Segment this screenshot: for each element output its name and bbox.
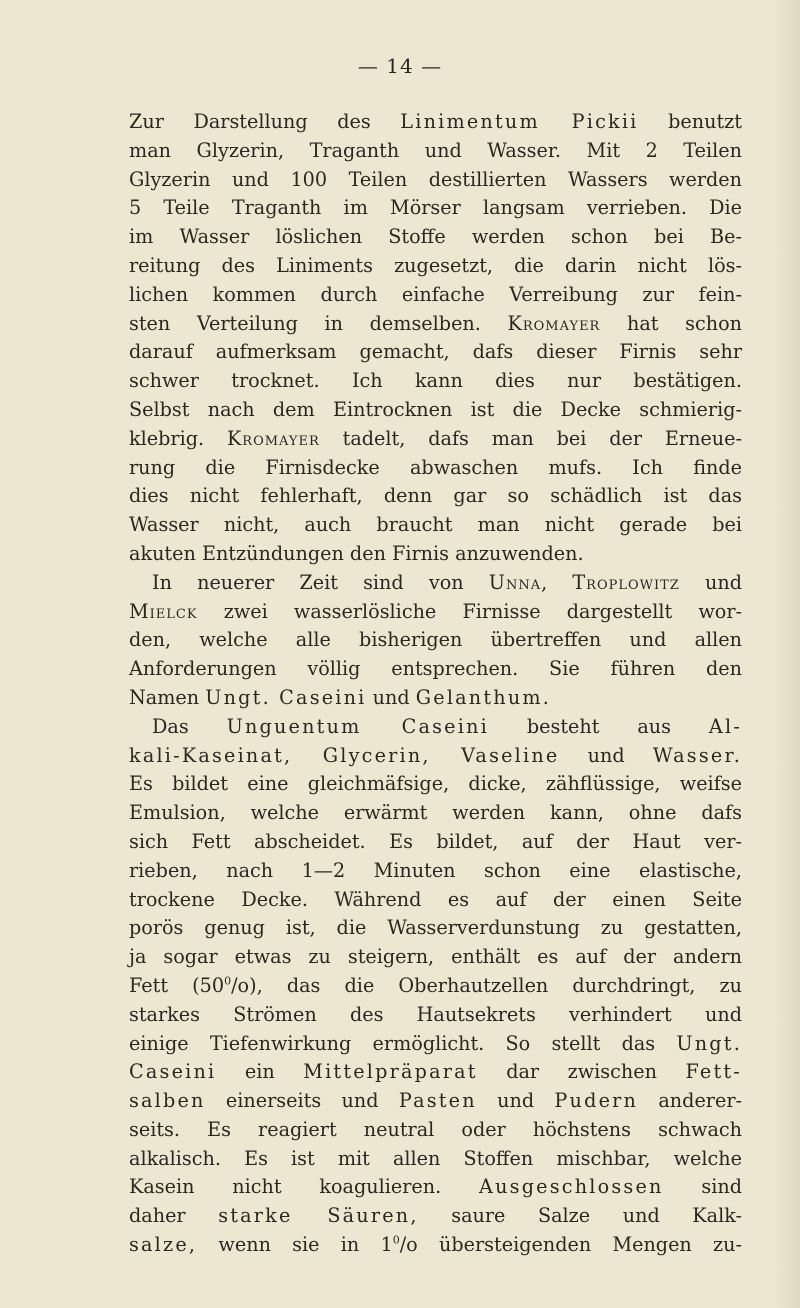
text-segment: ein: [216, 1060, 304, 1084]
text-line: [129, 742, 742, 771]
text-segment: besteht aus: [488, 714, 709, 738]
text-line: [129, 569, 742, 598]
text-line: [129, 396, 742, 425]
text-segment: Zur Darstellung des: [129, 110, 401, 133]
text-segment: Kasein nicht koagulieren.: [129, 1175, 480, 1199]
emphasized-text: Mittelpräparat: [303, 1060, 478, 1084]
text-segment: 0: [392, 1233, 400, 1247]
author-name: Kromayer: [226, 426, 320, 450]
page-number: — 14 —: [357, 54, 443, 78]
text-line: [129, 1145, 742, 1174]
text-line: [129, 252, 742, 281]
text-segment: im Wasser löslichen Stoffe werden schon bei Be-: [129, 225, 742, 249]
body-text: [129, 108, 742, 1260]
text-segment: rieben, nach 1—2 Minuten schon eine elastische,: [129, 858, 742, 882]
text-segment: Selbst nach dem Eintrocknen ist die Decke schmierig-: [129, 397, 742, 421]
text-line: [129, 857, 742, 886]
text-line: [129, 626, 742, 655]
emphasized-text: Ausgeschlossen: [479, 1175, 664, 1199]
emphasized-text: kali-Kaseinat, Glycerin, Vaseline: [129, 743, 560, 767]
emphasized-text: Pudern: [554, 1089, 639, 1113]
emphasized-text: Al-: [708, 714, 742, 738]
text-segment: schwer trocknet. Ich kann dies nur bestätigen.: [129, 369, 742, 393]
text-segment: und: [559, 743, 653, 767]
text-segment: benutzt: [638, 110, 743, 133]
text-line: [129, 1058, 742, 1087]
text-segment: sten Verteilung in demselben.: [129, 311, 508, 335]
text-segment: dies nicht fehlerhaft, denn gar so schädlich ist das: [129, 484, 742, 508]
text-line: [129, 281, 742, 310]
text-line: [129, 655, 742, 684]
text-segment: und: [366, 685, 416, 709]
emphasized-text: starke Säuren,: [218, 1204, 419, 1228]
text-line: [129, 454, 742, 483]
text-segment: zwei wasserlösliche Firnisse dargestellt wor-: [197, 599, 742, 623]
text-line: [129, 1116, 742, 1145]
text-line: [129, 338, 742, 367]
author-name: Unna: [488, 570, 542, 594]
text-segment: Fett (50: [129, 973, 225, 997]
emphasized-text: salze,: [129, 1233, 198, 1257]
text-line: [129, 914, 742, 943]
text-line: [129, 1231, 742, 1260]
text-segment: darauf aufmerksam gemacht, dafs dieser Firnis sehr: [129, 340, 742, 364]
text-segment: Glyzerin und 100 Teilen destillierten Wassers werden: [129, 167, 742, 191]
emphasized-text: Fett-: [685, 1060, 742, 1084]
text-segment: 0: [224, 974, 232, 988]
text-segment: und: [476, 1089, 555, 1113]
text-line: [129, 943, 742, 972]
text-line: [129, 540, 742, 569]
text-line: [129, 194, 742, 223]
text-segment: akuten Entzündungen den Firnis anzuwenden.: [129, 541, 584, 565]
text-segment: den, welche alle bisherigen übertreffen und allen: [129, 628, 742, 652]
text-line: [129, 482, 742, 511]
author-name: Troplowitz: [572, 570, 680, 594]
text-segment: In neuerer Zeit sind von: [152, 570, 489, 594]
text-segment: /o übersteigenden Mengen zu-: [399, 1233, 742, 1257]
text-segment: ,: [541, 570, 573, 594]
emphasized-text: Caseini: [129, 1060, 217, 1084]
text-line: [129, 1030, 742, 1059]
page-edge-shadow: [774, 0, 800, 1308]
text-segment: und: [679, 570, 743, 594]
text-segment: lichen kommen durch einfache Verreibung zur fein-: [129, 282, 742, 306]
text-segment: /o), das die Oberhautzellen durchdringt, zu: [231, 973, 742, 997]
text-segment: klebrig.: [129, 426, 227, 450]
text-segment: wenn sie in 1: [197, 1233, 393, 1257]
text-segment: tadelt, dafs man bei der Erneue-: [319, 426, 742, 450]
text-line: [129, 310, 742, 339]
text-segment: 5 Teile Traganth im Mörser langsam verrieben. Die: [129, 196, 742, 220]
text-line: [129, 425, 742, 454]
text-segment: anderer-: [638, 1089, 742, 1113]
text-segment: sich Fett abscheidet. Es bildet, auf der Haut ver-: [129, 829, 742, 853]
text-segment: Das: [152, 714, 227, 738]
emphasized-text: salben: [129, 1089, 206, 1113]
author-name: Mielck: [129, 599, 198, 623]
text-segment: trockene Decke. Während es auf der einen Seite: [129, 887, 742, 911]
text-segment: sind: [663, 1175, 742, 1199]
text-line: [129, 511, 742, 540]
text-segment: Es bildet eine gleichmäfsige, dicke, zähflüssige, weifse: [129, 772, 742, 796]
emphasized-text: Gelanthum.: [415, 685, 552, 709]
text-segment: Emulsion, welche erwärmt werden kann, ohne dafs: [129, 801, 742, 825]
emphasized-text: Linimentum Pickii: [400, 110, 639, 133]
text-segment: alkalisch. Es ist mit allen Stoffen mischbar, welche: [129, 1146, 742, 1170]
text-segment: ja sogar etwas zu steigern, enthält es auf der andern: [129, 945, 742, 969]
text-line: [129, 108, 742, 137]
author-name: Kromayer: [507, 311, 601, 335]
emphasized-text: Pasten: [398, 1089, 477, 1113]
text-segment: hat schon: [600, 311, 742, 335]
text-line: [129, 598, 742, 627]
text-line: [129, 713, 742, 742]
text-line: [129, 166, 742, 195]
text-segment: seits. Es reagiert neutral oder höchstens schwach: [129, 1117, 742, 1141]
text-line: [129, 1087, 742, 1116]
text-line: [129, 770, 742, 799]
text-segment: dar zwischen: [477, 1060, 686, 1084]
text-segment: saure Salze und Kalk-: [418, 1204, 742, 1228]
text-segment: einerseits und: [205, 1089, 399, 1113]
text-line: [129, 1173, 742, 1202]
text-segment: man Glyzerin, Traganth und Wasser. Mit 2 Teilen: [129, 138, 742, 162]
text-segment: daher: [129, 1204, 219, 1228]
text-line: [129, 684, 742, 713]
text-segment: Wasser nicht, auch braucht man nicht gerade bei: [129, 513, 742, 537]
text-line: [129, 137, 742, 166]
text-segment: einige Tiefenwirkung ermöglicht. So stellt das: [129, 1031, 677, 1055]
text-segment: reitung des Liniments zugesetzt, die darin nicht lös-: [129, 253, 742, 277]
text-segment: Namen: [129, 685, 206, 709]
text-line: [129, 828, 742, 857]
text-line: [129, 1001, 742, 1030]
text-line: [129, 223, 742, 252]
text-segment: porös genug ist, die Wasserverdunstung zu gestatten,: [129, 916, 742, 940]
text-line: [129, 972, 742, 1001]
text-line: [129, 1202, 742, 1231]
text-segment: rung die Firnisdecke abwaschen mufs. Ich finde: [129, 455, 742, 479]
text-line: [129, 799, 742, 828]
emphasized-text: Wasser.: [652, 743, 743, 767]
emphasized-text: Ungt. Caseini: [205, 685, 367, 709]
text-line: [129, 367, 742, 396]
emphasized-text: Unguentum Caseini: [226, 714, 489, 738]
emphasized-text: Ungt.: [676, 1031, 742, 1055]
text-segment: starkes Strömen des Hautsekrets verhindert und: [129, 1002, 742, 1026]
text-segment: Anforderungen völlig entsprechen. Sie führen den: [129, 657, 742, 681]
text-line: [129, 886, 742, 915]
